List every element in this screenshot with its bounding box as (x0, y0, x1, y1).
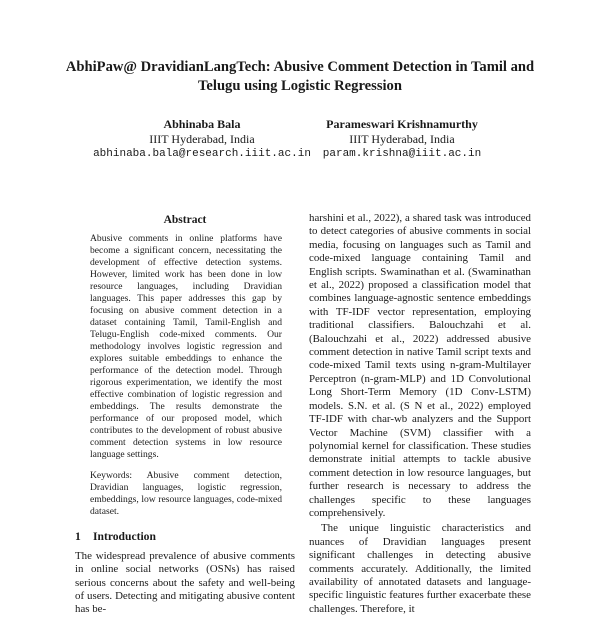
title-line-2: Telugu using Logistic Regression (198, 78, 402, 94)
title-line-1: AbhiPaw@ DravidianLangTech: Abusive Comment Detection in Tamil and (65, 59, 535, 75)
author-affiliation: IIIT Hyderabad, India (149, 132, 255, 146)
challenges-paragraph: The unique linguistic characteristics and nuances of Dravidian languages present significant challenges in detecting abusive comments accurately. Additionally, the limited availability of annotated datasets and language-specific linguistic features further exacerbate these challenges. Therefore, it (309, 522, 531, 615)
abstract-text: Abusive comments in online platforms have become a significant concern, necessitating the development of effective detection systems. However, limited work has been done in low resource languages, including Dravidian languages. This paper addresses this gap by focusing on abusive comment detection in a dataset containing Tamil, Tamil-English and Telugu-English code-mixed comments. Our methodology involves logistic regression and explores suitable embeddings to enhance the performance of the detection model. Through rigorous experimentation, we identify the most effective combination of logistic regression and embeddings. The results demonstrate the performance of our proposed model, which contributes to the development of robust abusive comment detection systems in low resource language settings. (90, 233, 282, 461)
author-email: param.krishna@iiit.ac.in (322, 148, 482, 160)
section-number: 1 (75, 530, 81, 544)
author-block-1 (86, 117, 318, 162)
author-name: Parameswari Krishnamurthy (326, 117, 478, 131)
author-block-2 (312, 117, 492, 162)
section-title: Introduction (93, 530, 156, 544)
author-email: abhinaba.bala@research.iiit.ac.in (93, 148, 311, 160)
abstract-heading: Abstract (163, 214, 207, 226)
paper-title (40, 58, 560, 96)
author-name: Abhinaba Bala (163, 117, 241, 131)
right-column (309, 212, 531, 616)
author-affiliation: IIIT Hyderabad, India (349, 132, 455, 146)
related-work-paragraph: harshini et al., 2022), a shared task was introduced to detect categories of abusive comments in social media, focusing on languages such as Tamil and code-mixed language containing Tamil and English scripts. Swaminathan et al. (Swaminathan et al., 2022) proposed a classification model that combines language-agnostic sentence embeddings with TF-IDF vector representation, employing traditional classifiers. Balouchzahi et al. (Balouchzahi et al., 2022) addressed abusive comment detection in native Tamil script texts and code-mixed Tamil texts using n-gram-Multilayer Perceptron (n-gram-MLP) and 1D Convolutional Long Short-Term Memory (1D Conv-LSTM) models. S.N. et al. (S N et al., 2022) employed TF-IDF with char-wb analyzers and the Support Vector Machine (SVM) classifier with a polynomial kernel for classification. These studies demonstrate initial attempts to tackle abusive comment detection in low resource languages, but further research is necessary to address the challenges specific to these languages comprehensively. (309, 212, 531, 519)
intro-paragraph: The widespread prevalence of abusive comments in online social networks (OSNs) has raised serious concerns about the safety and well-being of users. Detecting and mitigating abusive content has be- (75, 549, 295, 616)
keywords-text: Keywords: Abusive comment detection, Dravidian languages, logistic regression, embeddings, low resource languages, code-mixed dataset. (90, 470, 282, 518)
section-heading-introduction (75, 530, 295, 543)
left-column (75, 214, 295, 617)
